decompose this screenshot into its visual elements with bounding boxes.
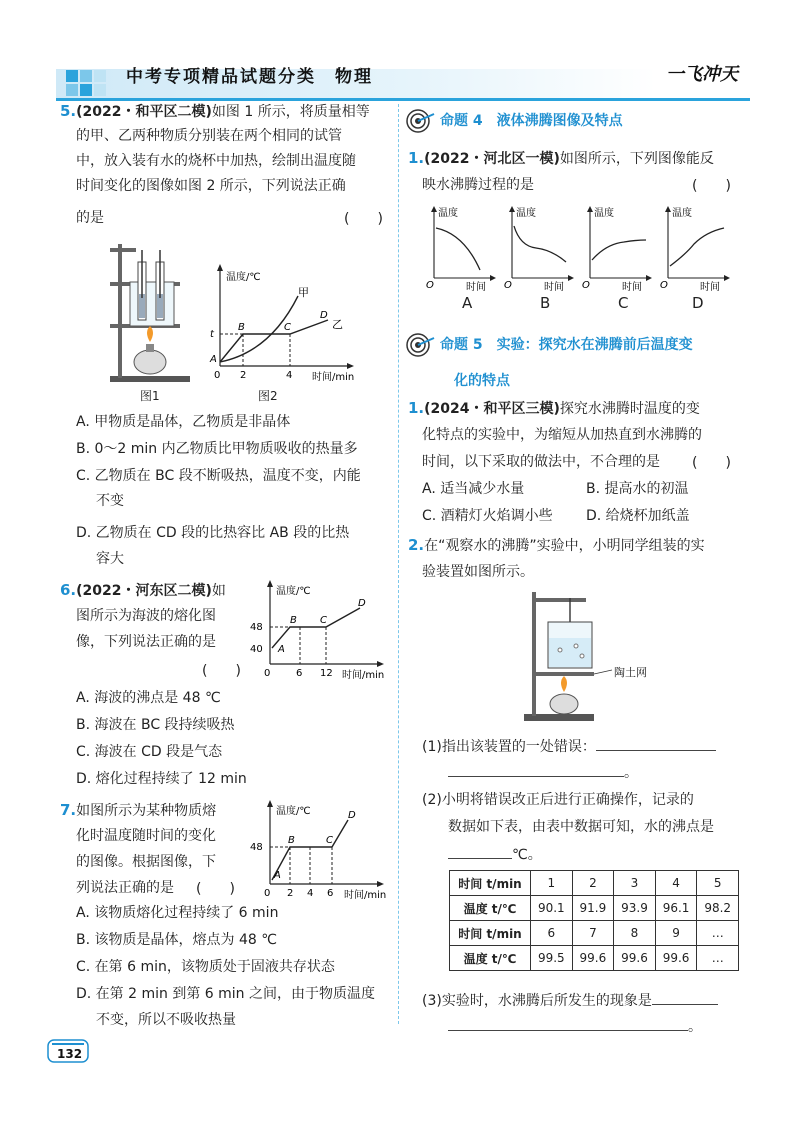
s4q1-answer-paren[interactable]: ( ) <box>692 178 731 194</box>
s5q2-number: 2. <box>408 536 425 554</box>
q6-graph-ytick-40: 40 <box>250 644 263 655</box>
q5-graph-ylabel: 温度/℃ <box>226 272 261 283</box>
q7-graph-point-d: D <box>348 810 356 821</box>
q6-graph-xtick-12: 12 <box>320 668 333 679</box>
q5-option-d[interactable]: D. 乙物质在 CD 段的比热容比 AB 段的比热 <box>76 525 350 541</box>
q5-graph-point-c: C <box>284 322 291 333</box>
s5q2-sub3-blank-2[interactable] <box>448 1016 688 1031</box>
q5-option-c[interactable]: C. 乙物质在 BC 段不断吸热，温度不变，内能 <box>76 468 361 484</box>
section5-title-1: 命题 5 实验：探究水在沸腾前后温度变 <box>440 337 693 353</box>
q7-graph-ytick-48: 48 <box>250 842 263 853</box>
s5q1-answer-paren[interactable]: ( ) <box>692 455 731 471</box>
q5-graph-origin: 0 <box>214 370 221 381</box>
q7-graph <box>250 798 390 900</box>
s4q1-graph-a-ylabel: 温度 <box>438 208 458 219</box>
table-cell: … <box>697 921 739 946</box>
s5q2-sub2-1: (2)小明将错误改正后进行正确操作，记录的 <box>422 792 694 808</box>
header-grid-icon <box>64 62 124 98</box>
s4q1-graph-a-xlabel: 时间 <box>466 282 486 293</box>
q5-option-c-cont: 不变 <box>96 493 124 509</box>
q7-graph-point-c: C <box>326 835 333 846</box>
table-header-time: 时间 t/min <box>450 871 531 896</box>
s5q2-sub2-3 <box>448 844 542 866</box>
s4q1-graph-c-ylabel: 温度 <box>594 208 614 219</box>
q6-graph-point-d: D <box>358 598 366 609</box>
s5q2-sub1 <box>422 736 716 758</box>
s5q1-source: (2024・和平区三模) <box>424 401 560 417</box>
s5q1-stem-2: 化特点的实验中，为缩短从加热直到水沸腾的 <box>422 427 702 443</box>
q6-stem-2: 图所示为海波的熔化图 <box>76 608 216 624</box>
s5q2-apparatus <box>520 588 650 726</box>
q5-stem-2: 的甲、乙两种物质分别装在两个相同的试管 <box>76 128 342 144</box>
q5-figure2-graph <box>200 262 370 382</box>
q5-option-a[interactable]: A. 甲物质是晶体，乙物质是非晶体 <box>76 414 291 430</box>
s5q1-option-d[interactable]: D. 给烧杯加纸盖 <box>586 508 690 524</box>
table-header-time: 时间 t/min <box>450 921 531 946</box>
s4q1-graph-b-xlabel: 时间 <box>544 282 564 293</box>
q5-figure1-apparatus <box>104 238 196 386</box>
s5q2-sub1-end: 。 <box>624 765 638 781</box>
q5-graph-ytick-t: t <box>210 329 214 340</box>
table-cell: 2 <box>572 871 614 896</box>
q5-fig1-caption: 图1 <box>140 389 160 403</box>
s4q1-graph-a-origin: O <box>426 280 434 291</box>
q5-option-b[interactable]: B. 0～2 min 内乙物质比甲物质吸收的热量多 <box>76 441 358 457</box>
q7-option-a[interactable]: A. 该物质熔化过程持续了 6 min <box>76 905 279 921</box>
table-cell: 5 <box>697 871 739 896</box>
table-header-temp: 温度 t/℃ <box>450 896 531 921</box>
section5-title-2: 化的特点 <box>454 373 510 389</box>
q7-stem-2: 化时温度随时间的变化 <box>76 828 216 844</box>
table-cell: 4 <box>655 871 697 896</box>
s4q1-graph-d-xlabel: 时间 <box>700 282 720 293</box>
table-row <box>450 946 739 971</box>
table-cell: 3 <box>614 871 656 896</box>
q6-graph-origin: 0 <box>264 668 271 679</box>
q5-source: (2022・和平区二模) <box>76 104 212 120</box>
s4q1-source: (2022・河北区一模) <box>424 151 560 167</box>
q5-option-d-cont: 容大 <box>96 551 124 567</box>
q6-source: (2022・河东区二模) <box>76 583 212 599</box>
s4q1-graph-c-origin: O <box>582 280 590 291</box>
s4q1-graph-c-xlabel: 时间 <box>622 282 642 293</box>
q7-stem-1: 如图所示为某种物质熔 <box>76 803 217 819</box>
q6-line-1 <box>60 580 226 602</box>
table-cell: 1 <box>531 871 573 896</box>
q6-graph-ylabel: 温度/℃ <box>276 586 311 597</box>
table-cell: 99.6 <box>655 946 697 971</box>
q6-option-a[interactable]: A. 海波的沸点是 48 ℃ <box>76 690 221 706</box>
s4q1-line-1 <box>408 148 714 170</box>
table-row <box>450 896 739 921</box>
q6-option-c[interactable]: C. 海波在 CD 段是气态 <box>76 744 223 760</box>
table-cell: 8 <box>614 921 656 946</box>
s5q2-sub2-2: 数据如下表，由表中数据可知，水的沸点是 <box>448 819 714 835</box>
s4q1-graph-b-origin: O <box>504 280 512 291</box>
q5-graph-curve-yi: 乙 <box>332 318 343 331</box>
target-icon <box>406 330 436 360</box>
table-cell: 93.9 <box>614 896 656 921</box>
page-header <box>56 52 750 100</box>
table-cell: 7 <box>572 921 614 946</box>
q7-option-c[interactable]: C. 在第 6 min，该物质处于固液共存状态 <box>76 959 335 975</box>
q6-graph-xlabel: 时间/min <box>342 670 385 680</box>
q6-answer-paren[interactable]: ( ) <box>202 663 241 679</box>
s5q1-number: 1. <box>408 399 425 417</box>
s5q2-stem-2: 验装置如图所示。 <box>422 564 534 580</box>
table-cell: 98.2 <box>697 896 739 921</box>
s5q2-data-table <box>449 870 739 971</box>
q5-stem-4: 时间变化的图像如图 2 所示，下列说法正确 <box>76 178 346 194</box>
s5q2-stem-1: 在“观察水的沸腾”实验中，小明同学组装的实 <box>424 538 705 554</box>
q5-stem-1: 如图 1 所示，将质量相等 <box>211 104 370 120</box>
s5q2-sub2-unit: ℃。 <box>512 847 542 863</box>
q7-graph-point-b: B <box>288 835 295 846</box>
q6-stem-3: 像，下列说法正确的是 <box>76 634 216 650</box>
header-title: 中考专项精品试题分类 物理 <box>126 67 373 87</box>
s5q1-stem-1: 探究水沸腾时温度的变 <box>559 401 700 417</box>
s4q1-graph-a[interactable] <box>424 204 500 294</box>
q6-graph-ytick-48: 48 <box>250 622 263 633</box>
s5q1-option-c[interactable]: C. 酒精灯火焰调小些 <box>422 508 553 524</box>
q7-graph-xtick-6: 6 <box>327 888 334 899</box>
q6-graph <box>250 580 390 680</box>
table-cell: 99.6 <box>614 946 656 971</box>
s5q2-sub3 <box>422 990 718 1012</box>
q6-option-d[interactable]: D. 熔化过程持续了 12 min <box>76 771 247 787</box>
q5-graph-point-b: B <box>238 322 245 333</box>
s5q2-sub1-blank[interactable] <box>596 736 716 751</box>
q5-graph-xtick-2: 2 <box>240 370 247 381</box>
s5q1-stem-3: 时间，以下采取的做法中，不合理的是 <box>422 454 660 470</box>
q7-number: 7. <box>60 801 77 819</box>
q5-graph-point-a: A <box>210 354 217 365</box>
q5-fig2-caption: 图2 <box>258 389 278 403</box>
s5q2-line-1 <box>408 535 705 557</box>
s5q2-sub3-end: 。 <box>688 1019 702 1035</box>
table-row <box>450 871 739 896</box>
s4q1-letter-c[interactable]: C <box>618 294 629 312</box>
s5q1-option-a[interactable]: A. 适当减少水量 <box>422 481 525 497</box>
q7-stem-3: 的图像。根据图像，下 <box>76 854 216 870</box>
q5-line-1 <box>60 101 370 123</box>
q7-graph-xtick-2: 2 <box>287 888 294 899</box>
table-cell: 91.9 <box>572 896 614 921</box>
s4q1-letter-b[interactable]: B <box>540 294 551 312</box>
table-cell: 96.1 <box>655 896 697 921</box>
table-cell: … <box>697 946 739 971</box>
table-cell: 99.5 <box>531 946 573 971</box>
q7-option-b[interactable]: B. 该物质是晶体，熔点为 48 ℃ <box>76 932 277 948</box>
s4q1-letter-a[interactable]: A <box>462 294 473 312</box>
s5q2-sub3-text: (3)实验时，水沸腾后所发生的现象是 <box>422 993 652 1009</box>
s4q1-number: 1. <box>408 149 425 167</box>
page-number-badge <box>46 1038 90 1064</box>
q6-graph-xtick-6: 6 <box>296 668 303 679</box>
header-brand: 一飞冲天 <box>666 64 738 85</box>
q7-line-1 <box>60 800 216 822</box>
table-cell: 6 <box>531 921 573 946</box>
q5-graph-point-d: D <box>320 310 328 321</box>
q5-stem-5: 的是 <box>76 210 104 226</box>
s4q1-graph-c[interactable] <box>580 204 656 294</box>
s4q1-graph-d-ylabel: 温度 <box>672 208 692 219</box>
target-icon <box>406 106 436 136</box>
s4q1-stem-2: 映水沸腾过程的是 <box>422 177 534 193</box>
q6-graph-point-c: C <box>320 615 327 626</box>
q7-graph-ylabel: 温度/℃ <box>276 806 311 817</box>
q5-graph-xtick-4: 4 <box>286 370 293 381</box>
q7-graph-xtick-4: 4 <box>307 888 314 899</box>
s4q1-letter-d[interactable]: D <box>692 294 704 312</box>
q6-option-b[interactable]: B. 海波在 BC 段持续吸热 <box>76 717 235 733</box>
s4q1-graph-d-origin: O <box>660 280 668 291</box>
q7-graph-xlabel: 时间/min <box>344 890 387 900</box>
s5q2-sub1-line2 <box>448 762 638 784</box>
q5-answer-paren[interactable]: ( ) <box>344 211 383 227</box>
q5-stem-3: 中，放入装有水的烧杯中加热，绘制出温度随 <box>76 153 356 169</box>
q6-stem-1: 如 <box>211 583 226 599</box>
s4q1-graph-b-ylabel: 温度 <box>516 208 536 219</box>
s5q2-apparatus-label: 陶土网 <box>614 666 647 679</box>
q5-graph-xlabel: 时间/min <box>312 372 355 382</box>
q7-answer-paren[interactable]: ( ) <box>196 881 235 897</box>
s4q1-graph-b[interactable] <box>502 204 578 294</box>
s5q1-line-1 <box>408 398 700 420</box>
q7-graph-origin: 0 <box>264 888 271 899</box>
section4-title: 命题 4 液体沸腾图像及特点 <box>440 113 623 129</box>
table-cell: 90.1 <box>531 896 573 921</box>
s5q2-sub2-blank[interactable] <box>448 844 512 859</box>
q6-graph-point-a: A <box>278 644 285 655</box>
q5-number: 5. <box>60 102 77 120</box>
q7-option-d-cont: 不变，所以不吸收热量 <box>96 1012 236 1028</box>
s5q1-option-b[interactable]: B. 提高水的初温 <box>586 481 689 497</box>
q7-graph-point-a: A <box>274 870 281 881</box>
table-cell: 99.6 <box>572 946 614 971</box>
s4q1-graph-d[interactable] <box>658 204 734 294</box>
s5q2-sub1-blank-2[interactable] <box>448 762 624 777</box>
s5q2-sub3-blank[interactable] <box>652 990 718 1005</box>
s5q2-sub3-line2 <box>448 1016 702 1038</box>
s4q1-stem-1: 如图所示，下列图像能反 <box>559 151 714 167</box>
q6-number: 6. <box>60 581 77 599</box>
q5-graph-curve-jia: 甲 <box>298 286 309 299</box>
table-row <box>450 921 739 946</box>
q7-stem-4: 列说法正确的是 <box>76 880 174 896</box>
table-header-temp: 温度 t/℃ <box>450 946 531 971</box>
page-number: 132 <box>57 1047 83 1061</box>
q7-option-d[interactable]: D. 在第 2 min 到第 6 min 之间，由于物质温度 <box>76 986 375 1002</box>
s5q2-sub1-text: (1)指出该装置的一处错误： <box>422 739 596 755</box>
column-divider <box>398 104 399 1024</box>
table-cell: 9 <box>655 921 697 946</box>
q6-graph-point-b: B <box>290 615 297 626</box>
